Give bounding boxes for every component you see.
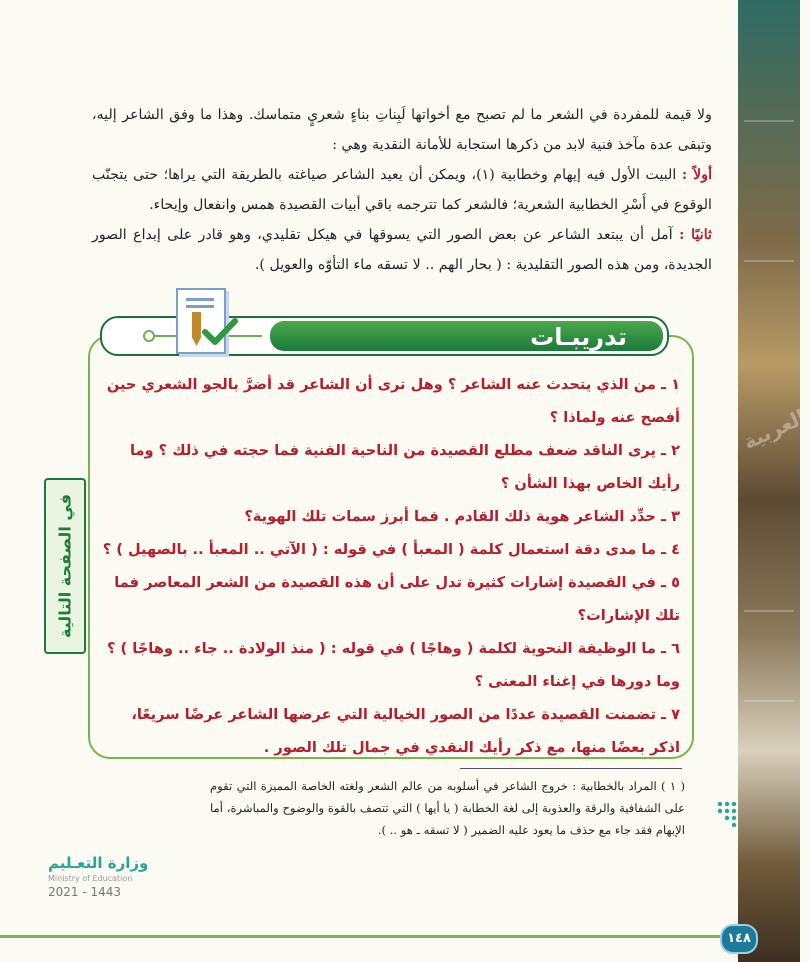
intro-paragraph-2 bbox=[92, 160, 712, 220]
decorative-side-image bbox=[738, 0, 809, 962]
point-two-text: آمل أن يبتعد الشاعر عن بعض الصور التي يسوقها في هيكل تقليدي، وهو قادر على إبداع الصور الجديدة، ومن هذه الصور التقليدية : ( بحار الهم .. لا تسقه ماء التأوّه والعويل ). bbox=[92, 227, 712, 273]
intro-paragraph-3 bbox=[92, 220, 712, 280]
point-one-label: أولاً : bbox=[681, 167, 713, 183]
exercises-title: تدريبـات bbox=[530, 323, 627, 351]
question-item: ٢ ـ يرى الناقد ضعف مطلع القصيدة من الناحية الفنية فما حجته في ذلك ؟ وما رأيك الخاص بهذا الشأن ؟ bbox=[130, 442, 680, 492]
exercise-questions bbox=[100, 368, 680, 764]
ministry-logo bbox=[48, 854, 168, 899]
page-number: ١٤٨ bbox=[720, 924, 758, 954]
checkmark-icon bbox=[202, 318, 238, 346]
question-item: ٤ ـ ما مدى دقة استعمال كلمة ( المعبأ ) في قوله : ( الآتي .. المعبأ .. بالصهيل ) ؟ bbox=[102, 541, 680, 558]
next-page-label bbox=[44, 478, 86, 654]
intro-text bbox=[92, 100, 712, 280]
intro-paragraph-1: ولا قيمة للمفردة في الشعر ما لم تصبح مع أخواتها لَبِناتِ بناءٍ شعريٍ متماسك. وهذا ما وفق الشاعر إليه، وتبقى عدة مآخذ فنية لابد من ذكرها استجابة للأمانة النقدية وهي : bbox=[92, 107, 712, 153]
footnote bbox=[210, 775, 685, 841]
point-two-label: ثانيًا : bbox=[679, 227, 712, 243]
ministry-year: 2021 - 1443 bbox=[48, 885, 122, 899]
question-item: ١ ـ من الذي يتحدث عنه الشاعر ؟ وهل ترى أن الشاعر قد أضرَّ بالجو الشعري حين أفصح عنه ولماذا ؟ bbox=[106, 376, 680, 426]
point-one-text: البيت الأول فيه إيهام وخطابية (١)، ويمكن أن يعيد الشاعر صياغته بالطريقة التي يراها؛ حتى يتجنّب الوقوع في أَسْرِ الخطابية الشعرية؛ فالشعر كما تترجمه باقي أبيات القصيدة همس وانفعال وإيحاء. bbox=[92, 167, 712, 213]
footnote-divider bbox=[460, 768, 682, 769]
question-item: ٥ ـ في القصيدة إشارات كثيرة تدل على أن هذه القصيدة من الشعر المعاصر فما تلك الإشارات؟ bbox=[114, 574, 680, 624]
question-item: ٦ ـ ما الوظيفة النحوية لكلمة ( وهاجًا ) في قوله : ( منذ الولادة .. جاء .. وهاجًا ) ؟ وما دورها في إغناء المعنى ؟ bbox=[106, 640, 680, 690]
question-item: ٣ ـ حدِّد الشاعر هوية ذلك القادم . فما أبرز سمات تلك الهوية؟ bbox=[244, 508, 680, 525]
header-dot bbox=[143, 330, 155, 342]
footnote-text: ( ١ ) المراد بالخطابية : خروج الشاعر في أسلوبه من عالم الشعر ولغته الخاصة المميزة التي تقوم على الشفافية والرقة والعذوبة إلى لغة الخطابة ( يا أيها ) التي تتصف بالقوة والوضوح والمباشرة، أما الإبهام فقد جاء مع حذف ما يعود عليه الضمير ( لا تسقه ـ هو .. ). bbox=[210, 779, 685, 837]
side-image-word: العربية bbox=[739, 404, 809, 455]
ministry-arabic: وزارة التعـليم bbox=[48, 854, 149, 872]
next-page-text: في الصفحة التالية bbox=[55, 493, 75, 639]
ministry-english: Ministry of Education bbox=[48, 874, 133, 883]
header-bar bbox=[270, 321, 663, 351]
bottom-rule bbox=[0, 935, 720, 938]
question-item: ٧ ـ تضمنت القصيدة عددًا من الصور الخيالية التي عرضها الشاعر عرضًا سريعًا، اذكر بعضًا منها، مع ذكر رأيك النقدي في جمال تلك الصور . bbox=[131, 706, 680, 756]
